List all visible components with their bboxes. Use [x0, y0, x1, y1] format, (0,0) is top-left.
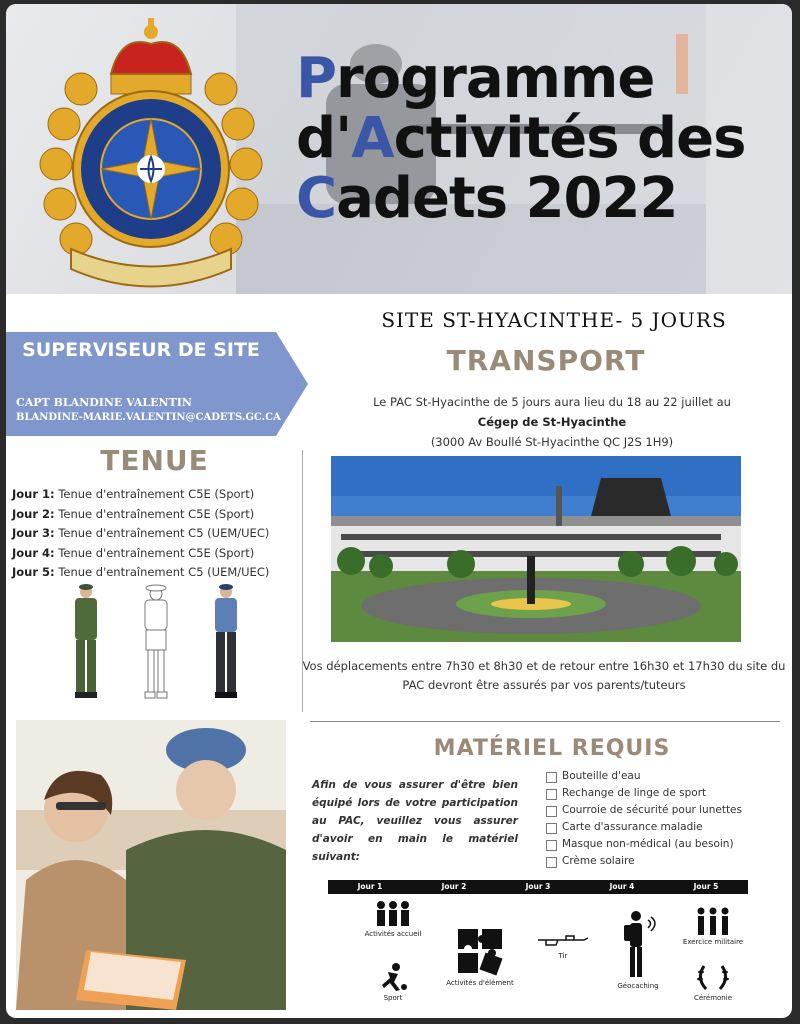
tenue-item: Jour 2: Tenue d'entraînement C5E (Sport) — [12, 506, 255, 521]
transport-dates: Le PAC St-Hyacinthe de 5 jours aura lieu du 18 au 22 juillet au — [373, 395, 731, 409]
title-line-2: d'Activités des — [296, 106, 746, 171]
day-label: Jour 5 — [693, 882, 719, 891]
site-heading: SITE ST-HYACINTHE- 5 JOURS — [381, 308, 727, 332]
group-people-icon — [373, 900, 413, 928]
tenue-item: Jour 3: Tenue d'entraînement C5 (UEM/UEC) — [12, 526, 270, 540]
day-label: Jour 3 — [525, 882, 551, 891]
transport-details — [322, 392, 782, 452]
checklist-item: Rechange de linge de sport — [546, 785, 742, 802]
supervisor-banner — [6, 332, 308, 436]
puzzle-icon — [454, 925, 506, 977]
activity-exercice: Exercice militaire — [678, 906, 748, 946]
activity-schedule — [328, 880, 748, 1010]
checklist-item: Crème solaire — [546, 853, 742, 870]
uniform-sport-figure — [145, 585, 167, 698]
day-label: Jour 2 — [441, 882, 467, 891]
cadets-photo — [16, 720, 286, 1010]
activity-tir: Tir — [528, 932, 598, 960]
poster — [6, 4, 792, 1018]
day-label: Jour 4 — [609, 882, 635, 891]
soccer-player-icon — [378, 962, 408, 992]
materiel-title: MATÉRIEL REQUIS — [433, 736, 671, 761]
rifle-icon — [536, 932, 590, 950]
header — [6, 4, 792, 294]
transport-venue: Cégep de St-Hyacinthe — [477, 415, 627, 429]
materiel-intro: Afin de vous assurer d'être bien équipé lors de votre participation au PAC, veuillez vous assurer d'avoir en main le matériel suivant: — [312, 779, 518, 863]
activity-geocaching: Géocaching — [603, 910, 673, 990]
tenue-list — [12, 485, 312, 583]
materiel-checklist — [546, 768, 742, 870]
days-header — [328, 880, 748, 894]
checklist-item: Carte d'assurance maladie — [546, 819, 742, 836]
laurel-wreath-icon — [696, 962, 730, 992]
poster-title — [296, 46, 786, 231]
checklist-item: Masque non-médical (au besoin) — [546, 836, 742, 853]
tenue-item: Jour 1: Tenue d'entraînement C5E (Sport) — [12, 487, 255, 501]
day-label: Jour 1 — [357, 882, 383, 891]
title-line-1: Programme — [296, 46, 655, 111]
checklist-item: Bouteille d'eau — [546, 768, 742, 785]
supervisor-title: SUPERVISEUR DE SITE — [22, 339, 260, 361]
activity-accueil: Activités accueil — [358, 900, 428, 938]
activity-ceremonie: Cérémonie — [688, 962, 738, 1002]
tenue-item: Jour 4: Tenue d'entraînement C5E (Sport) — [12, 545, 255, 560]
tenue-item: Jour 5: Tenue d'entraînement C5 (UEM/UEC) — [12, 565, 270, 579]
supervisor-email[interactable]: BLANDINE-MARIE.VALENTIN@CADETS.GC.CA — [16, 412, 281, 423]
transport-address: (3000 Av Boullé St-Hyacinthe QC J2S 1H9) — [430, 435, 674, 449]
supervisor-name: CAPT BLANDINE VALENTIN — [16, 396, 192, 409]
soldiers-saluting-icon — [693, 906, 733, 936]
hiker-icon — [618, 910, 658, 980]
section-divider — [310, 721, 780, 722]
cegep-photo — [331, 456, 741, 642]
crest-logo — [36, 14, 266, 289]
transport-title: TRANSPORT — [446, 344, 646, 377]
activity-element: Activités d'élément — [440, 925, 520, 987]
tenue-title: TENUE — [100, 444, 209, 477]
uniform-blue-figure — [215, 584, 237, 698]
uniform-figures — [61, 584, 261, 709]
travel-notice: Vos déplacements entre 7h30 et 8h30 et de retour entre 16h30 et 17h30 du site du PAC devront être assurés par vos parents/tuteurs — [302, 659, 786, 692]
checklist-item: Courroie de sécurité pour lunettes — [546, 802, 742, 819]
title-line-3: Cadets 2022 — [296, 166, 678, 231]
uniform-green-figure — [75, 584, 97, 698]
activity-sport: Sport — [373, 962, 413, 1002]
